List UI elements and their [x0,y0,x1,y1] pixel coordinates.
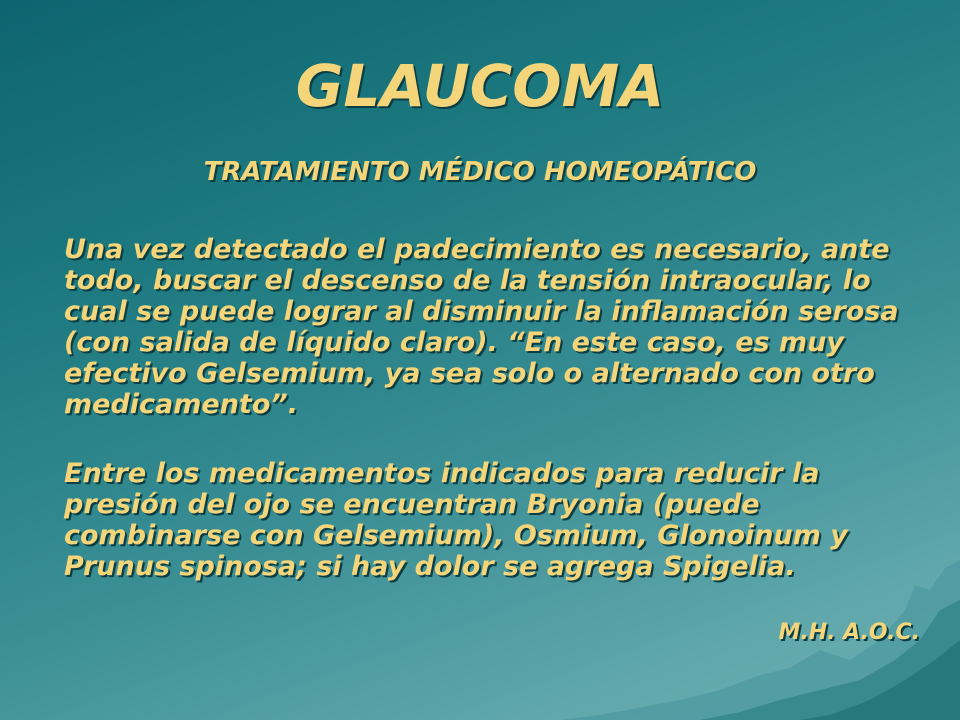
slide-subtitle: TRATAMIENTO MÉDICO HOMEOPÁTICO [203,157,757,187]
paragraph-medications: Entre los medicamentos indicados para reducir la presión del ojo se encuentran Bryonia (puede combinarse con Gelsemium), Osmium, Glonoinum y Prunus spinosa; si hay dolor se agrega Spigelia. [64,458,848,582]
paragraph-treatment-intro: Una vez detectado el padecimiento es necesario, ante todo, buscar el descenso de la tensión intraocular, lo cual se puede lograr al disminuir la inflamación serosa (con salida de líquido claro). “En este caso, es muy efectivo Gelsemium, ya sea solo o alternado con otro medicamento”. [64,234,899,420]
slide-title: GLAUCOMA [295,52,665,120]
author-signature: M.H. A.O.C. [778,620,920,645]
